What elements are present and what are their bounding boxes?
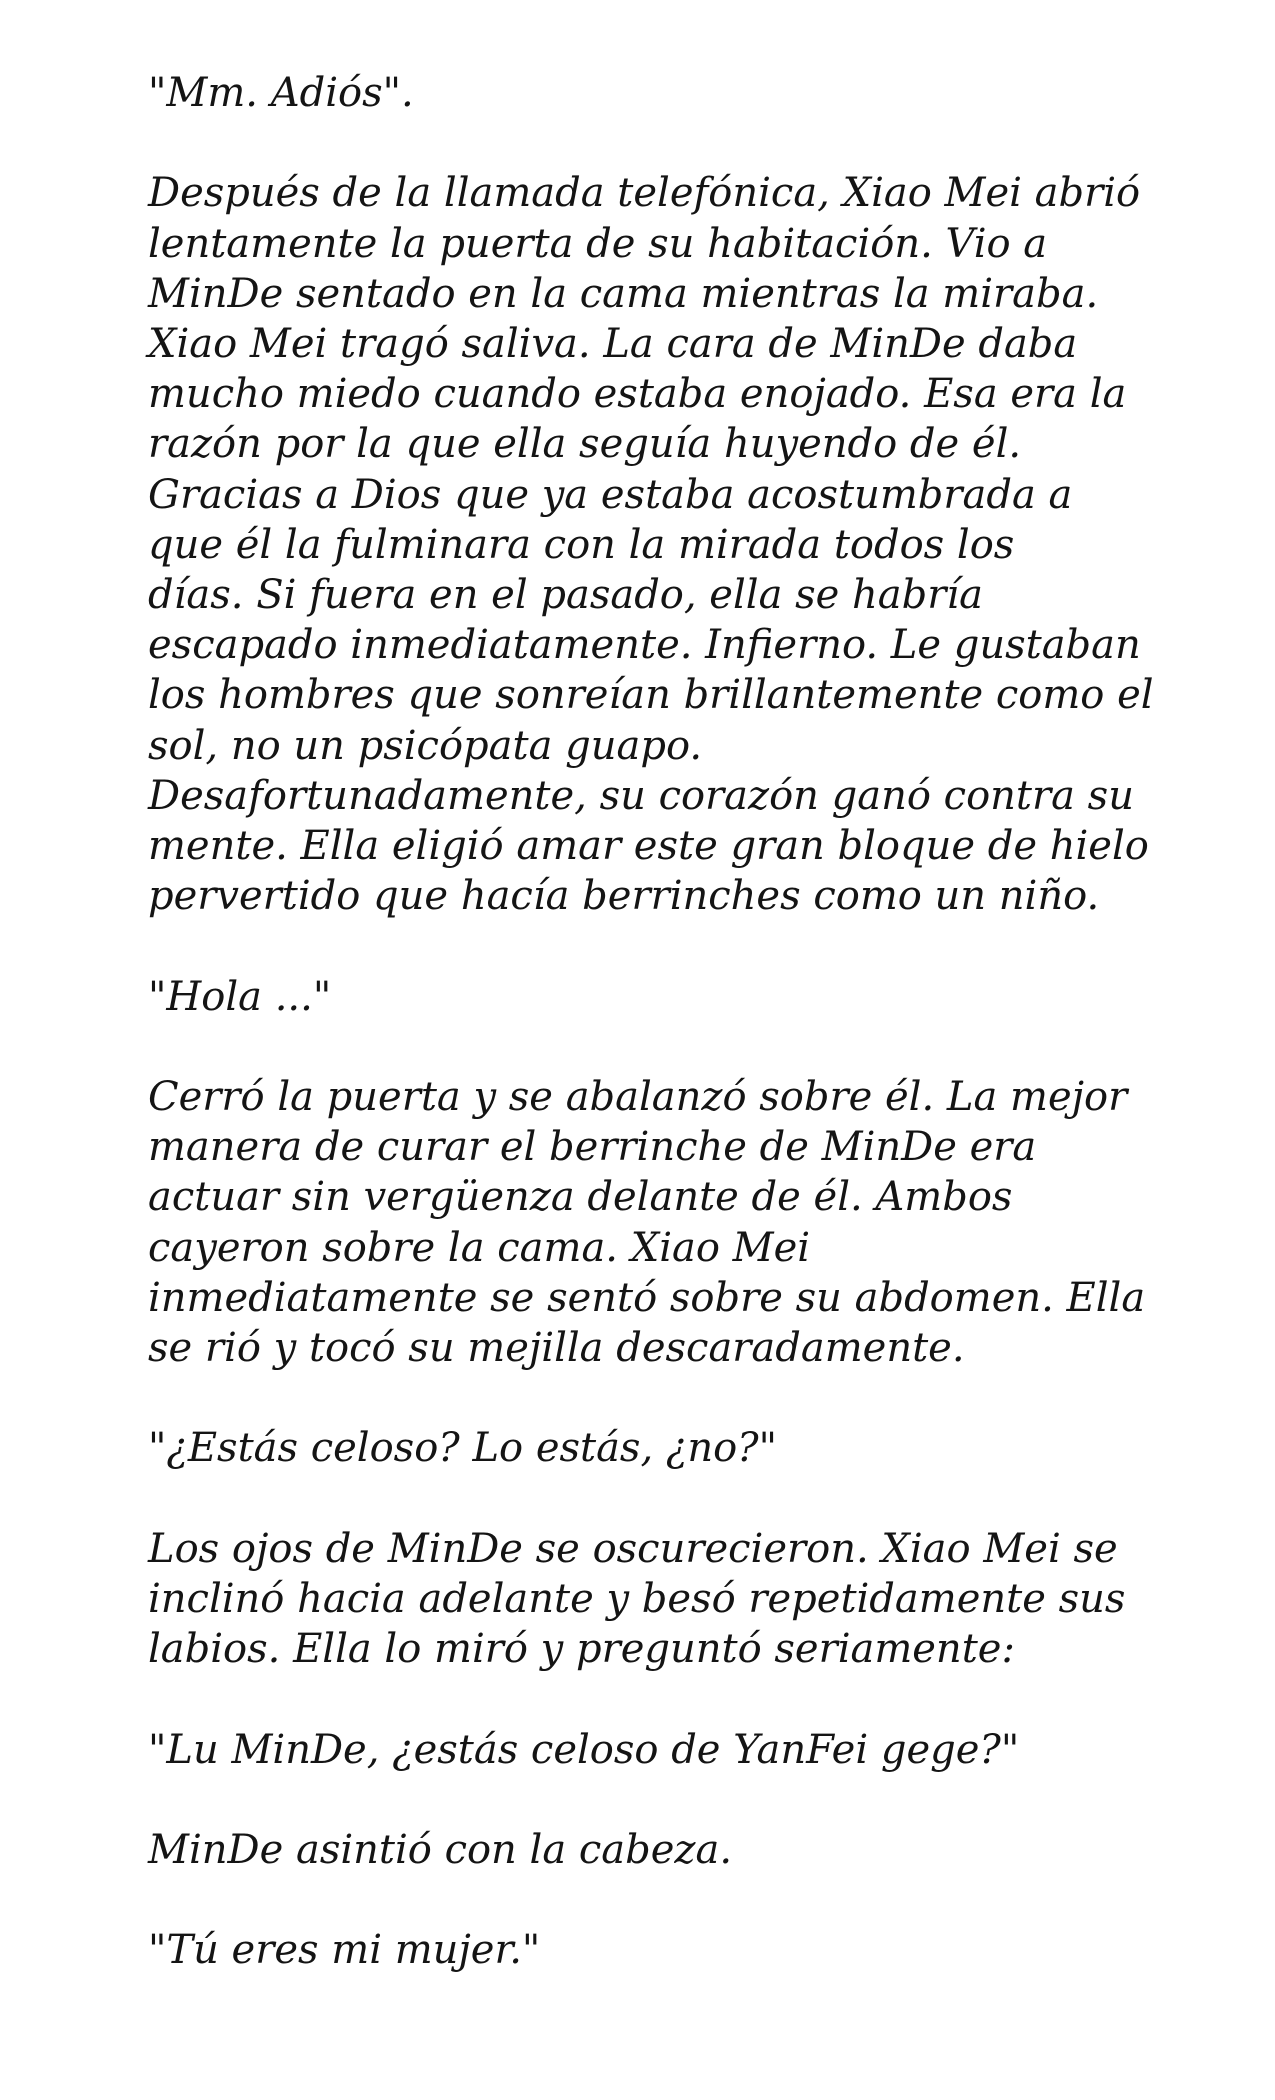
dialogue-line: "Lu MinDe, ¿estás celoso de YanFei gege?" [148,1726,1020,1773]
document-page [148,68,1208,1976]
dialogue-line: "¿Estás celoso? Lo estás, ¿no?" [148,1425,778,1472]
narrative-paragraph: MinDe asintió con la cabeza. [148,1827,733,1873]
narrative-paragraph: Cerró la puerta y se abalanzó sobre él. La mejor manera de curar el berrinche de MinDe era actuar sin vergüenza delante de él. Ambos cayeron sobre la cama. Xiao Mei inmediatamente se sentó sobre su abdomen. Ella se rió y tocó su mejilla descaradamente. [148,1074,1146,1372]
dialogue-line: "Mm. Adiós". [148,70,414,116]
dialogue-line: "Tú eres mi mujer." [148,1927,541,1974]
dialogue-line: "Hola ..." [148,973,332,1020]
narrative-paragraph: Después de la llamada telefónica, Xiao Mei abrió lentamente la puerta de su habitación. Vio a MinDe sentado en la cama mientras la miraba. Xiao Mei tragó saliva. La cara de MinDe daba mucho miedo cuando estaba enojado. Esa era la razón por la que ella seguía huyendo de él. Gracias a Dios que ya estaba acostumbrada a que él la fulminara con la mirada todos los días. Si fuera en el pasado, ella se habría escapado inmediatamente. Infierno. Le gustaban los hombres que sonreían brillantemente como el sol, no un psicópata guapo. Desafortunadamente, su corazón ganó contra su mente. Ella eligió amar este gran bloque de hielo pervertido que hacía berrinches como un niño. [148,170,1154,920]
narrative-paragraph: Los ojos de MinDe se oscurecieron. Xiao Mei se inclinó hacia adelante y besó repetidamente sus labios. Ella lo miró y preguntó seriamente: [148,1525,1126,1673]
